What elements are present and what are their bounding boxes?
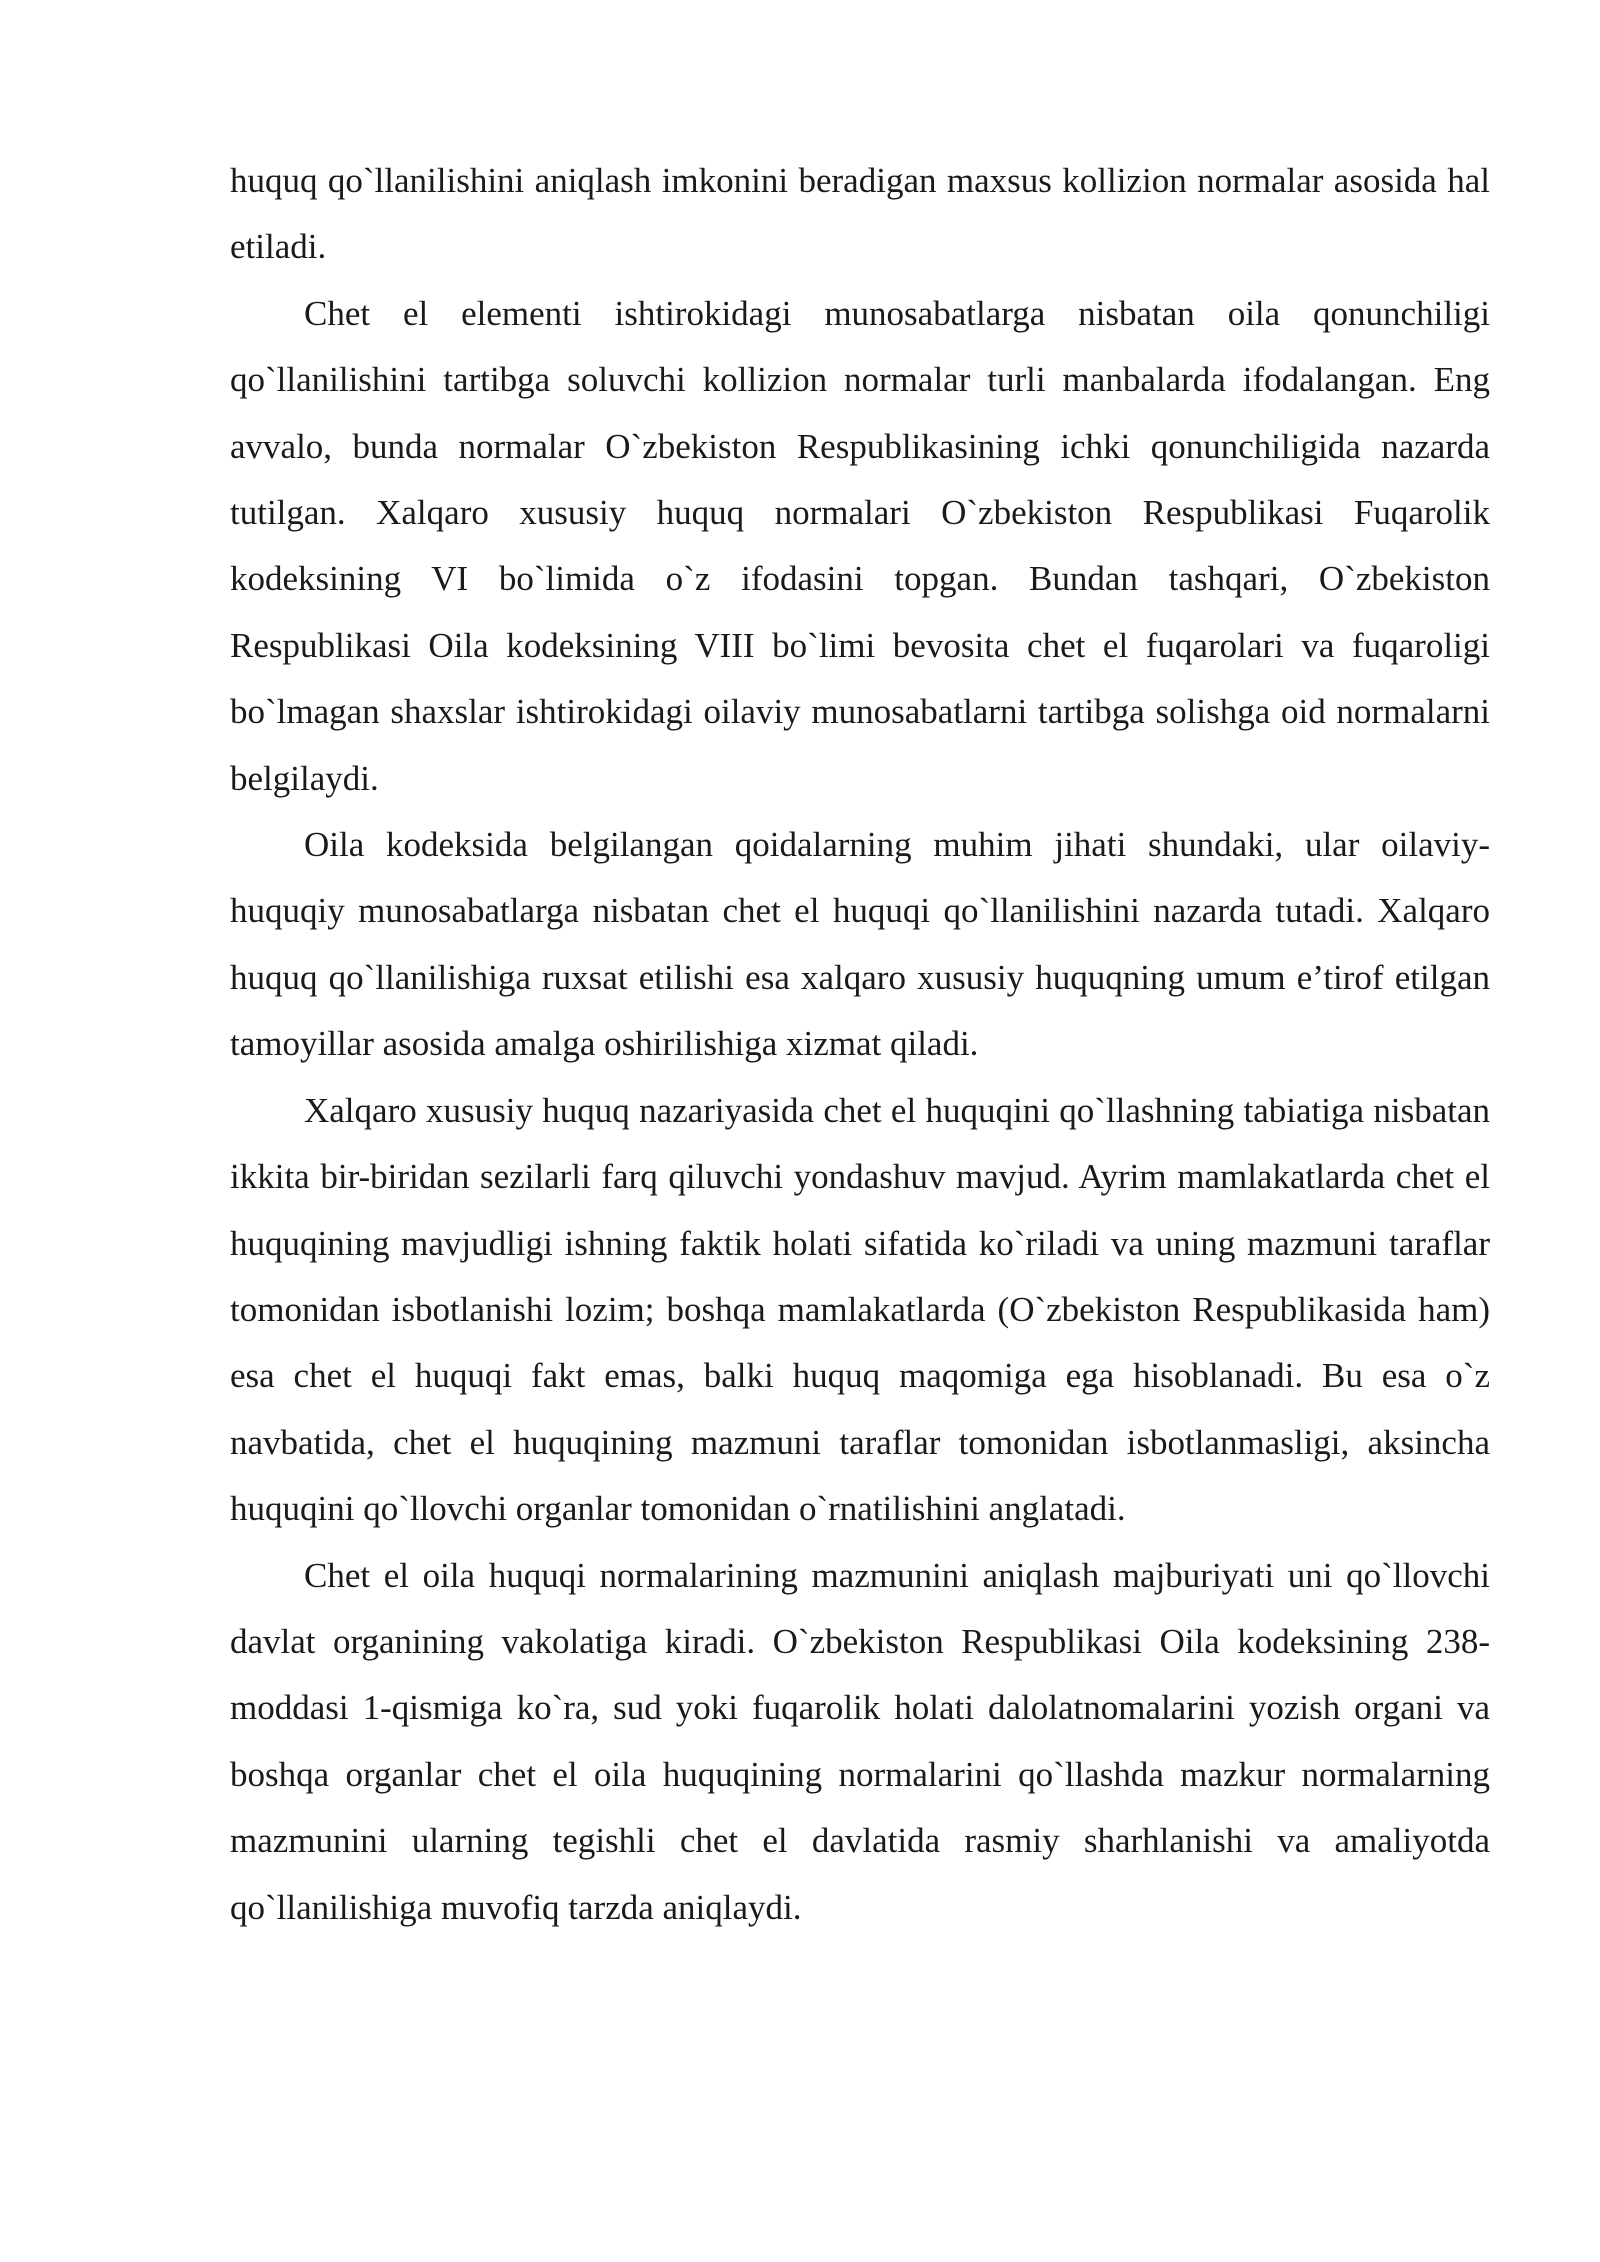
paragraph-family-code-rules: Oila kodeksida belgilangan qoidalarning muhim jihati shundaki, ular oilaviy-huquqiy munosabatlarga nisbatan chet el huquqi qo`llanilishini nazarda tutadi. Xalqaro huquq qo`llanilishiga ruxsat etilishi esa xalqaro xususiy huquqning umum e’tirof etilgan tamoyillar asosida amalga oshirilishiga xizmat qiladi. xyxy=(230,825,1490,1064)
paragraph-collision-norm-sources: Chet el elementi ishtirokidagi munosabatlarga nisbatan oila qonunchiligi qo`llanilishini tartibga soluvchi kollizion normalar turli manbalarda ifodalangan. Eng avvalo, bunda normalar O`zbekiston Respublikasining ichki qonunchiligida nazarda tutilgan. Xalqaro xususiy huquq normalari O`zbekiston Respublikasi Fuqarolik kodeksining VI bo`limida o`z ifodasini topgan. Bundan tashqari, O`zbekiston Respublikasi Oila kodeksining VIII bo`limi bevosita chet el fuqarolari va fuqaroligi bo`lmagan shaxslar ishtirokidagi oilaviy munosabatlarni tartibga solishga oid normalarni belgilaydi. xyxy=(230,293,1490,798)
body-text xyxy=(230,148,1490,1941)
paragraph-foreign-law-theory: Xalqaro xususiy huquq nazariyasida chet el huquqini qo`llashning tabiatiga nisbatan ikkita bir-biridan sezilarli farq qiluvchi yondashuv mavjud. Ayrim mamlakatlarda chet el huquqining mavjudligi ishning faktik holati sifatida ko`riladi va uning mazmuni taraflar tomonidan isbotlanishi lozim; boshqa mamlakatlarda (O`zbekiston Respublikasida ham) esa chet el huquqi fakt emas, balki huquq maqomiga ega hisoblanadi. Bu esa o`z navbatida, chet el huquqining mazmuni taraflar tomonidan isbotlanmasligi, aksincha huquqini qo`llovchi organlar tomonidan o`rnatilishini anglatadi. xyxy=(230,1090,1490,1529)
paragraph-foreign-law-content: Chet el oila huquqi normalarining mazmunini aniqlash majburiyati uni qo`llovchi davlat organining vakolatiga kiradi. O`zbekiston Respublikasi Oila kodeksining 238-moddasi 1-qismiga ko`ra, sud yoki fuqarolik holati dalolatnomalarini yozish organi va boshqa organlar chet el oila huquqining normalarini qo`llashda mazkur normalarning mazmunini ularning tegishli chet el davlatida rasmiy sharhlanishi va amaliyotda qo`llanilishiga muvofiq tarzda aniqlaydi. xyxy=(230,1555,1490,1927)
paragraph-continuation: huquq qo`llanilishini aniqlash imkonini beradigan maxsus kollizion normalar asosida hal etiladi. xyxy=(230,161,1490,267)
